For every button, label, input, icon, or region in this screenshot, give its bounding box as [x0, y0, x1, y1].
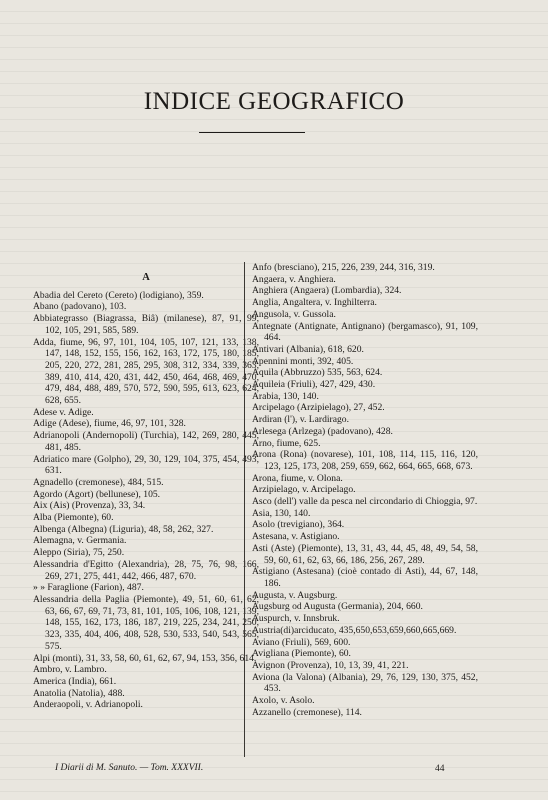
index-entry: Axolo, v. Asolo.	[252, 695, 315, 707]
index-entry: Aviano (Friuli), 569, 600.	[252, 636, 351, 648]
index-entry: Apennini monti, 392, 405.	[252, 355, 354, 367]
index-entry: Adige (Adese), fiume, 46, 97, 101, 328.	[33, 418, 186, 430]
index-entry: Angusola, v. Gussola.	[252, 308, 336, 320]
index-entry: Augsburg od Augusta (Germania), 204, 660.	[252, 601, 423, 613]
index-entry: Agordo (Agort) (bellunese), 105.	[33, 488, 161, 500]
index-entry: Astesana, v. Astigiano.	[252, 531, 340, 543]
index-entry: Anghiera (Angaera) (Lombardia), 324.	[252, 285, 402, 297]
column-divider	[244, 262, 245, 757]
index-entry: Arona (Rona) (novarese), 101, 108, 114, 115, 116, 120, 123, 125, 173, 208, 259, 659, 662, 664, 665, 668, 673.	[252, 449, 478, 472]
index-entry: Arcipelago (Arzipielago), 27, 452.	[252, 402, 385, 414]
index-entry: Abbiategrasso (Biagrassa, Biâ) (milanese), 87, 91, 99, 102, 105, 291, 585, 589.	[33, 313, 259, 336]
index-entry: Aquileia (Friuli), 427, 429, 430.	[252, 379, 376, 391]
left-column	[33, 262, 259, 711]
left-entries	[33, 290, 259, 711]
index-entry: Alessandria d'Egitto (Alexandria), 28, 75, 76, 98, 166, 269, 271, 275, 441, 442, 466, 487, 670.	[33, 558, 259, 582]
index-entry: Agnadello (cremonese), 484, 515.	[33, 476, 164, 488]
index-entry: Anderaopoli, v. Adrianopoli.	[33, 699, 143, 711]
index-entry: Adrianopoli (Andernopoli) (Turchia), 142, 269, 280, 445, 481, 485.	[33, 430, 259, 453]
index-entry: Adda, fiume, 96, 97, 101, 104, 105, 107, 121, 133, 138, 147, 148, 152, 155, 156, 162, 163, 172, 175, 180, 185, 205, 220, 272, 281, 285, 295, 308, 312, 334, 339, 363, 389, 410, 414, 420, 431, 442, 450, 464, 468, 469, 470, 479, 484, 488, 489, 570, 572, 590, 595, 613, 623, 624, 628, 655.	[33, 336, 259, 407]
index-entry: Ardiran (l'), v. Lardirago.	[252, 414, 350, 426]
index-entry: Anfo (bresciano), 215, 226, 239, 244, 316, 319.	[252, 262, 435, 273]
index-entry: Adriatico mare (Golpho), 29, 30, 129, 104, 375, 454, 493, 631.	[33, 453, 259, 477]
index-entry: Angaera, v. Anghiera.	[252, 273, 336, 285]
index-entry: Albenga (Albegna) (Liguria), 48, 58, 262, 327.	[33, 523, 214, 535]
index-entry: Austria(di)arciducato, 435,650,653,659,660,665,669.	[252, 624, 457, 636]
index-entry: America (India), 661.	[33, 675, 117, 687]
index-entry: Abadia del Cereto (Cereto) (lodigiano), 359.	[33, 289, 204, 301]
index-entry: Asia, 130, 140.	[252, 507, 311, 519]
index-entry: Augusta, v. Augsburg.	[252, 589, 338, 601]
index-entry: Alpi (monti), 31, 33, 58, 60, 61, 62, 67, 94, 153, 356, 614.	[33, 652, 257, 664]
index-entry: Alba (Piemonte), 60.	[33, 512, 114, 524]
index-entry: Arzipielago, v. Arcipelago.	[252, 484, 356, 496]
index-entry: Ambro, v. Lambro.	[33, 664, 107, 676]
index-entry: Aix (Ais) (Provenza), 33, 34.	[33, 500, 146, 512]
index-entry: Asti (Aste) (Piemonte), 13, 31, 43, 44, 45, 48, 49, 54, 58, 59, 60, 61, 62, 63, 66, 186, 256, 267, 289.	[252, 542, 478, 566]
index-entry: Asolo (trevigiano), 364.	[252, 519, 345, 531]
index-entry: Aquila (Abbruzzo) 535, 563, 624.	[252, 367, 383, 379]
index-entry: » » Faraglione (Farion), 487.	[33, 582, 144, 594]
section-letter: A	[142, 272, 150, 283]
index-entry: Adese v. Adige.	[33, 406, 94, 418]
index-entry: Asco (dell') valle da pesca nel circondario di Chioggia, 97.	[252, 496, 478, 508]
index-entry: Avignon (Provenza), 10, 13, 39, 41, 221.	[252, 659, 409, 671]
index-entry: Alemagna, v. Germania.	[33, 535, 127, 547]
index-entry: Alessandria della Paglia (Piemonte), 49, 51, 60, 61, 62, 63, 66, 67, 69, 71, 73, 81, 101, 105, 106, 108, 121, 139, 148, 155, 162, 173, 186, 187, 219, 225, 234, 241, 250, 323, 335, 404, 406, 408, 528, 530, 533, 540, 543, 565, 575.	[33, 593, 259, 652]
right-entries	[252, 262, 478, 718]
index-entry: Abano (padovano), 103.	[33, 301, 127, 313]
index-entry: Arabia, 130, 140.	[252, 390, 319, 402]
index-entry: Anatolia (Natolia), 488.	[33, 687, 125, 699]
right-column	[252, 262, 478, 718]
index-entry: Arno, fiume, 625.	[252, 437, 321, 449]
index-entry: Antivari (Albania), 618, 620.	[252, 343, 364, 355]
index-entry: Avigliana (Piemonte), 60.	[252, 648, 351, 660]
index-entry: Arlesega (Arlzega) (padovano), 428.	[252, 425, 393, 437]
index-entry: Aleppo (Siria), 75, 250.	[33, 547, 125, 559]
index-entry: Anglia, Angaltera, v. Inghilterra.	[252, 297, 377, 309]
title-underline	[199, 132, 305, 133]
page-footer: I Diarii di M. Sanuto. — Tom. XXXVII.	[55, 763, 204, 773]
index-entry: Arona, fiume, v. Olona.	[252, 472, 343, 484]
index-entry: Astigiano (Astesana) (cioè contado di Asti), 44, 67, 148, 186.	[252, 566, 478, 589]
page-number: 44	[435, 764, 445, 774]
index-entry: Antegnate (Antignate, Antignano) (bergamasco), 91, 109, 464.	[252, 320, 478, 344]
index-entry: Azzanello (cremonese), 114.	[252, 706, 362, 718]
page-title: INDICE GEOGRAFICO	[143, 88, 405, 115]
index-entry: Auspurch, v. Innsbruk.	[252, 613, 340, 625]
index-entry: Aviona (la Valona) (Albania), 29, 76, 129, 130, 375, 452, 453.	[252, 671, 478, 695]
